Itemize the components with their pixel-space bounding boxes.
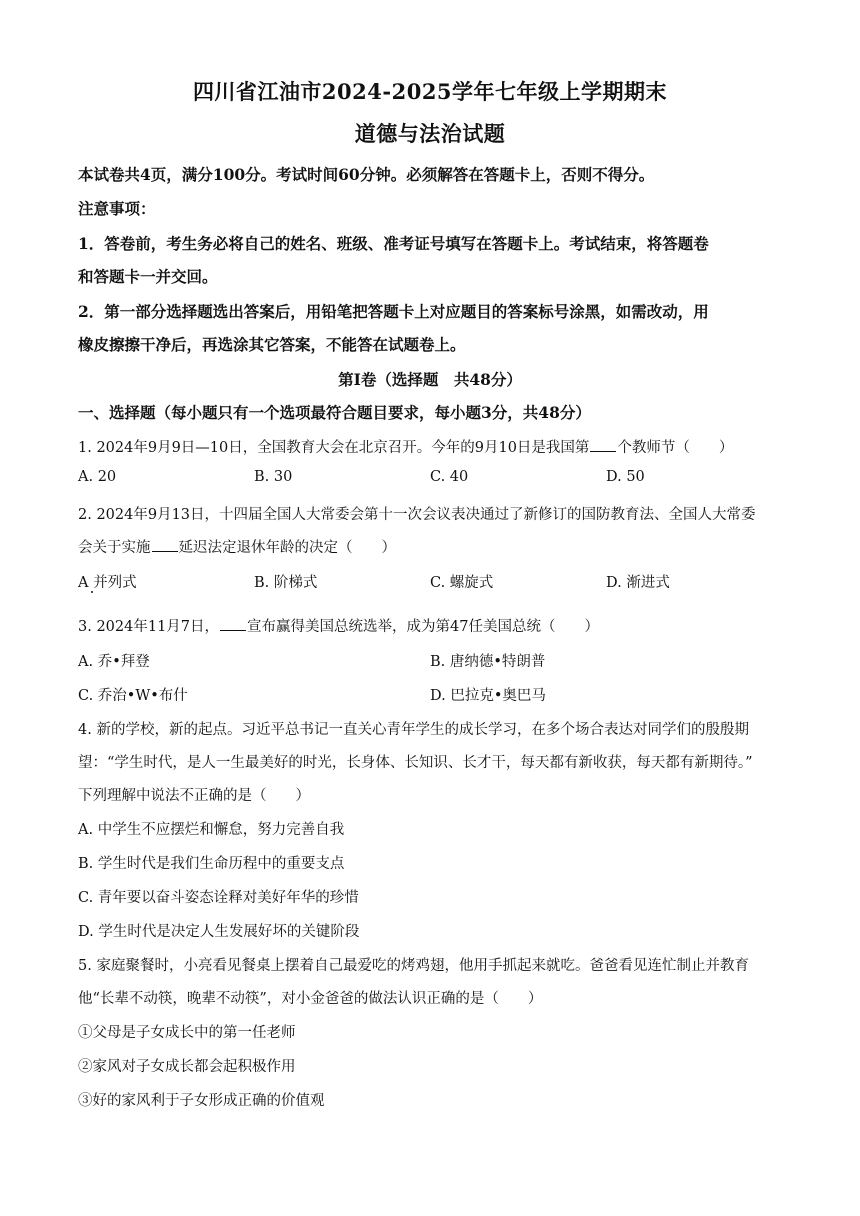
question-3-stem xyxy=(78,615,788,636)
question-3-option-d: D. 巴拉克•奥巴马 xyxy=(430,688,546,704)
question-2-option-d: D. 渐进式 xyxy=(606,575,670,591)
question-2-stem-b: 延迟法定退休年龄的决定（ ） xyxy=(178,540,396,556)
question-2-stem-a: 会关于实施 xyxy=(78,540,151,556)
question-2-stem-line1: 2. 2024年9月13日，十四届全国人大常委会第十一次会议表决通过了新修订的国防教育法、全国人大常委 xyxy=(78,507,756,523)
question-5-statement-1: ①父母是子女成长中的第一任老师 xyxy=(78,1025,296,1041)
answer-blank xyxy=(220,616,246,631)
intro-text: 本试卷共4页，满分100分。考试时间60分钟。必须解答在答题卡上，否则不得分。 xyxy=(78,165,655,184)
exam-title-line2: 道德与法治试题 xyxy=(354,121,506,146)
part1-heading: 第Ⅰ卷（选择题 共48分） xyxy=(338,370,522,389)
question-4-option-c: C. 青年要以奋斗姿态诠释对美好年华的珍惜 xyxy=(78,890,359,906)
question-4-option-d: D. 学生时代是决定人生发展好坏的关键阶段 xyxy=(78,924,360,940)
question-1-stem-a: 1. 2024年9月9日—10日，全国教育大会在北京召开。今年的9月10日是我国第 xyxy=(78,440,590,456)
answer-blank xyxy=(590,437,616,452)
question-5-stem-line1: 5. 家庭聚餐时，小亮看见餐桌上摆着自己最爱吃的烤鸡翅，他用手抓起来就吃。爸爸看见连忙制止并教育 xyxy=(78,958,749,974)
question-4-stem-line1: 4. 新的学校，新的起点。习近平总书记一直关心青年学生的成长学习，在多个场合表达对同学们的殷殷期 xyxy=(78,722,749,738)
question-3-stem-b: 宣布赢得美国总统选举，成为第47任美国总统（ ） xyxy=(247,619,599,635)
question-4-option-b: B. 学生时代是我们生命历程中的重要支点 xyxy=(78,856,345,872)
question-1-stem-b: 个教师节（ ） xyxy=(617,440,734,456)
question-5-stem-line2: 他“长辈不动筷，晚辈不动筷”，对小金爸爸的做法认识正确的是（ ） xyxy=(78,991,543,1007)
question-3-stem-a: 3. 2024年11月7日， xyxy=(78,619,220,635)
question-2-option-b: B. 阶梯式 xyxy=(254,575,318,591)
question-5-statement-2: ②家风对子女成长都会起积极作用 xyxy=(78,1059,296,1075)
question-4-stem-line3: 下列理解中说法不正确的是（ ） xyxy=(78,788,310,804)
question-2-stem-line2 xyxy=(78,536,788,557)
section1-heading: 一、选择题（每小题只有一个选项最符合题目要求，每小题3分，共48分） xyxy=(78,403,591,422)
question-4-option-a: A. 中学生不应摆烂和懈怠，努力完善自我 xyxy=(78,822,345,838)
question-4-stem-line2: 望：“学生时代，是人一生最美好的时光，长身体、长知识、长才干，每天都有新收获，每天都有新期待。” xyxy=(78,755,753,771)
note-1-line1: 1．答卷前，考生务必将自己的姓名、班级、准考证号填写在答题卡上。考试结束，将答题卷 xyxy=(78,234,709,253)
note-2-line2: 橡皮擦擦干净后，再选涂其它答案，不能答在试题卷上。 xyxy=(78,335,466,354)
question-1-option-d: D. 50 xyxy=(606,469,645,485)
question-2-option-a: A 并列式 xyxy=(78,575,137,591)
note-2-line1: 2．第一部分选择题选出答案后，用铅笔把答题卡上对应题目的答案标号涂黑，如需改动，用 xyxy=(78,302,709,321)
question-1-stem xyxy=(78,436,788,457)
question-2-option-c: C. 螺旋式 xyxy=(430,575,494,591)
question-3-option-a: A. 乔•拜登 xyxy=(78,654,150,670)
answer-blank xyxy=(152,537,178,552)
exam-title-line1: 四川省江油市2024-2025学年七年级上学期期末 xyxy=(192,79,668,104)
question-1-option-a: A. 20 xyxy=(78,469,117,485)
question-3-option-c: C. 乔治•W•布什 xyxy=(78,688,188,704)
notes-heading: 注意事项： xyxy=(78,199,156,218)
question-1-option-b: B. 30 xyxy=(254,469,293,485)
question-1-option-c: C. 40 xyxy=(430,469,469,485)
note-1-line2: 和答题卡一并交回。 xyxy=(78,267,218,286)
question-5-statement-3: ③好的家风利于子女形成正确的价值观 xyxy=(78,1093,325,1109)
stray-dot-mark xyxy=(91,591,93,593)
question-3-option-b: B. 唐纳德•特朗普 xyxy=(430,654,546,670)
